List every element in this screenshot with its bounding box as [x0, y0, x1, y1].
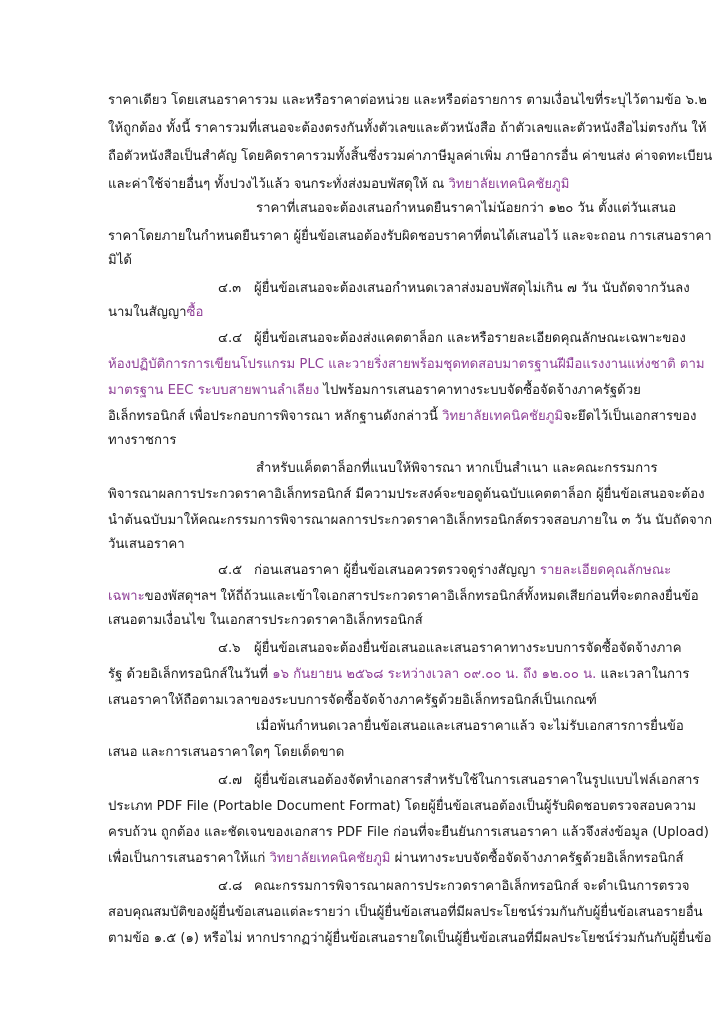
line-text: ประเภท PDF File (Portable Document Format) โดยผู้ยื่นข้อเสนอต้องเป็นผู้รับผิดชอบตรวจสอบความ [108, 799, 697, 814]
text-line [108, 304, 203, 322]
line-text: ๔.๘ [218, 879, 243, 894]
text-line [218, 772, 242, 790]
text-line [108, 356, 705, 374]
text-line [108, 612, 423, 630]
text-line [108, 904, 703, 922]
text-line [108, 432, 176, 450]
line-text: ผู้ยื่นข้อเสนอต้องจัดทำเอกสารสำหรับใช้ในการเสนอราคาในรูปแบบไฟล์เอกสาร [254, 773, 700, 788]
text-line [108, 92, 707, 110]
line-text: รัฐ ด้วยอิเล็กทรอนิกส์ในวันที่ [108, 667, 273, 682]
line-text: ราคาเดียว โดยเสนอราคารวม และหรือราคาต่อหน่วย และหรือต่อรายการ ตามเงื่อนไขที่ระบุไว้ตามข้อ ๖.๒ [108, 93, 707, 108]
text-line [108, 850, 684, 868]
text-line [256, 718, 684, 736]
line-text: สำหรับแค็ตตาล็อกที่แนบให้พิจารณา หากเป็นสำเนา และคณะกรรมการ [256, 461, 658, 476]
highlighted-text: ๑๖ กันยายน ๒๕๖๘ ระหว่างเวลา ๐๙.๐๐ น. ถึง ๑๒.๐๐ น. [272, 667, 597, 682]
text-line [108, 228, 712, 246]
line-text: ให้ถูกต้อง ทั้งนี้ ราคารวมที่เสนอจะต้องตรงกันทั้งตัวเลขและตัวหนังสือ ถ้าตัวเลขและตัวหนังสือไม่ตรงกัน ให้ [108, 121, 707, 136]
line-text: ของพัสดุฯลฯ ให้ถี่ถ้วนและเข้าใจเอกสารประกวดราคาอิเล็กทรอนิกส์ทั้งหมดเสียก่อนที่จะตกลงยื่นข้อ [144, 589, 699, 604]
text-line [254, 280, 690, 298]
text-line [108, 692, 597, 710]
line-text: ๔.๔ [218, 331, 243, 346]
text-line [108, 120, 707, 138]
line-text: นำต้นฉบับมาให้คณะกรรมการพิจารณาผลการประกวดราคาอิเล็กทรอนิกส์ตรวจสอบภายใน ๓ วัน นับถัดจาก [108, 513, 713, 528]
line-text: ๔.๗ [218, 773, 243, 788]
text-line [254, 772, 699, 790]
line-text: ราคาโดยภายในกำหนดยืนราคา ผู้ยื่นข้อเสนอต้องรับผิดชอบราคาที่ตนได้เสนอไว้ และจะถอน การเสนอราคา [108, 229, 712, 244]
text-line [108, 382, 641, 400]
line-text: จะยึดไว้เป็นเอกสารของ [563, 409, 697, 424]
text-line [256, 200, 676, 218]
highlighted-text: วิทยาลัยเทคนิคชัยภูมิ [448, 177, 570, 192]
line-text: ผู้ยื่นข้อเสนอจะต้องส่งแคตตาล็อก และหรือรายละเอียดคุณลักษณะเฉพาะของ [254, 331, 686, 346]
text-line [108, 176, 569, 194]
line-text: วันเสนอราคา [108, 537, 185, 552]
highlighted-text: วิทยาลัยเทคนิคชัยภูมิ [442, 409, 564, 424]
text-line [254, 640, 682, 658]
text-line [218, 640, 241, 658]
line-text: ผู้ยื่นข้อเสนอจะต้องยื่นข้อเสนอและเสนอราคาทางระบบการจัดซื้อจัดจ้างภาค [254, 641, 682, 656]
line-text: เมื่อพ้นกำหนดเวลายื่นข้อเสนอและเสนอราคาแล้ว จะไม่รับเอกสารการยื่นข้อ [256, 719, 684, 734]
line-text: ๔.๕ [218, 563, 243, 578]
line-text: คณะกรรมการพิจารณาผลการประกวดราคาอิเล็กทรอนิกส์ จะดำเนินการตรวจ [254, 879, 690, 894]
text-line [218, 878, 242, 896]
text-line [108, 824, 709, 842]
line-text: สอบคุณสมบัติของผู้ยื่นข้อเสนอแต่ละรายว่า เป็นผู้ยื่นข้อเสนอที่มีผลประโยชน์ร่วมกันกับผู้ยื่นข้อเสนอรายอื่น [108, 905, 703, 920]
line-text: ถือตัวหนังสือเป็นสำคัญ โดยคิดราคารวมทั้งสิ้นซึ่งรวมค่าภาษีมูลค่าเพิ่ม ภาษีอากรอื่น ค่าขนส่ง ค่าจดทะเบียน [108, 149, 713, 164]
text-line [108, 588, 699, 606]
highlighted-text: มาตรฐาน EEC ระบบสายพานลำเลียง [108, 383, 320, 398]
text-line [108, 666, 690, 684]
highlighted-text: ซื้อ [186, 305, 204, 320]
line-text: ราคาที่เสนอจะต้องเสนอกำหนดยืนราคาไม่น้อยกว่า ๑๒๐ วัน ตั้งแต่วันเสนอ [256, 201, 677, 216]
text-line [108, 252, 132, 270]
line-text: อิเล็กทรอนิกส์ เพื่อประกอบการพิจารณา หลักฐานดังกล่าวนี้ [108, 409, 443, 424]
line-text: ๔.๖ [218, 641, 241, 656]
text-line [108, 512, 712, 530]
text-line [108, 148, 712, 166]
text-line [108, 930, 712, 948]
line-text: พิจารณาผลการประกวดราคาอิเล็กทรอนิกส์ มีความประสงค์จะขอดูต้นฉบับแคตตาล็อก ผู้ยื่นข้อเสนอจะต้อง [108, 487, 705, 502]
text-line [218, 280, 241, 298]
highlighted-text: เฉพาะ [108, 589, 145, 604]
line-text: เสนอราคาให้ถือตามเวลาของระบบการจัดซื้อจัดจ้างภาครัฐด้วยอิเล็กทรอนิกส์เป็นเกณฑ์ [108, 693, 597, 708]
text-line [218, 562, 242, 580]
line-text: ผู้ยื่นข้อเสนอจะต้องเสนอกำหนดเวลาส่งมอบพัสดุไม่เกิน ๗ วัน นับถัดจากวันลง [254, 281, 690, 296]
text-line [256, 460, 658, 478]
highlighted-text: ห้องปฏิบัติการการเขียนโปรแกรม PLC และวายริ่งสายพร้อมชุดทดสอบมาตรฐานฝีมือแรงงานแห่งชาติ ตาม [108, 357, 705, 372]
line-text: และเวลาในการ [596, 667, 690, 682]
line-text: ตามข้อ ๑.๕ (๑) หรือไม่ หากปรากฏว่าผู้ยื่นข้อเสนอรายใดเป็นผู้ยื่นข้อเสนอที่มีผลประโยชน์ร่วมกันกับผู้ยื่นข้อ [108, 931, 712, 946]
text-line [218, 330, 242, 348]
text-line [254, 330, 686, 348]
text-line [108, 486, 705, 504]
text-line [254, 878, 690, 896]
line-text: ก่อนเสนอราคา ผู้ยื่นข้อเสนอควรตรวจดูร่างสัญญา [254, 563, 540, 578]
highlighted-text: รายละเอียดคุณลักษณะ [539, 563, 672, 578]
line-text: เสนอ และการเสนอราคาใดๆ โดยเด็ดขาด [108, 745, 345, 760]
text-line [108, 536, 185, 554]
line-text: ไปพร้อมการเสนอราคาทางระบบจัดซื้อจัดจ้างภาครัฐด้วย [319, 383, 641, 398]
text-line [254, 562, 671, 580]
highlighted-text: วิทยาลัยเทคนิคชัยภูมิ [269, 851, 391, 866]
line-text: ครบถ้วน ถูกต้อง และชัดเจนของเอกสาร PDF File ก่อนที่จะยืนยันการเสนอราคา แล้วจึงส่งข้อมูล (Upload) [108, 825, 709, 840]
line-text: มิได้ [108, 253, 132, 268]
text-line [108, 744, 344, 762]
line-text: เสนอตามเงื่อนไข ในเอกสารประกวดราคาอิเล็กทรอนิกส์ [108, 613, 423, 628]
line-text: ทางราชการ [108, 433, 177, 448]
text-line [108, 408, 696, 426]
line-text: ผ่านทางระบบจัดซื้อจัดจ้างภาครัฐด้วยอิเล็กทรอนิกส์ [390, 851, 684, 866]
line-text: เพื่อเป็นการเสนอราคาให้แก่ [108, 851, 270, 866]
line-text: ๔.๓ [218, 281, 242, 296]
line-text: นามในสัญญา [108, 305, 187, 320]
line-text: และค่าใช้จ่ายอื่นๆ ทั้งปวงไว้แล้ว จนกระทั่งส่งมอบพัสดุให้ ณ [108, 177, 449, 192]
text-line [108, 798, 696, 816]
